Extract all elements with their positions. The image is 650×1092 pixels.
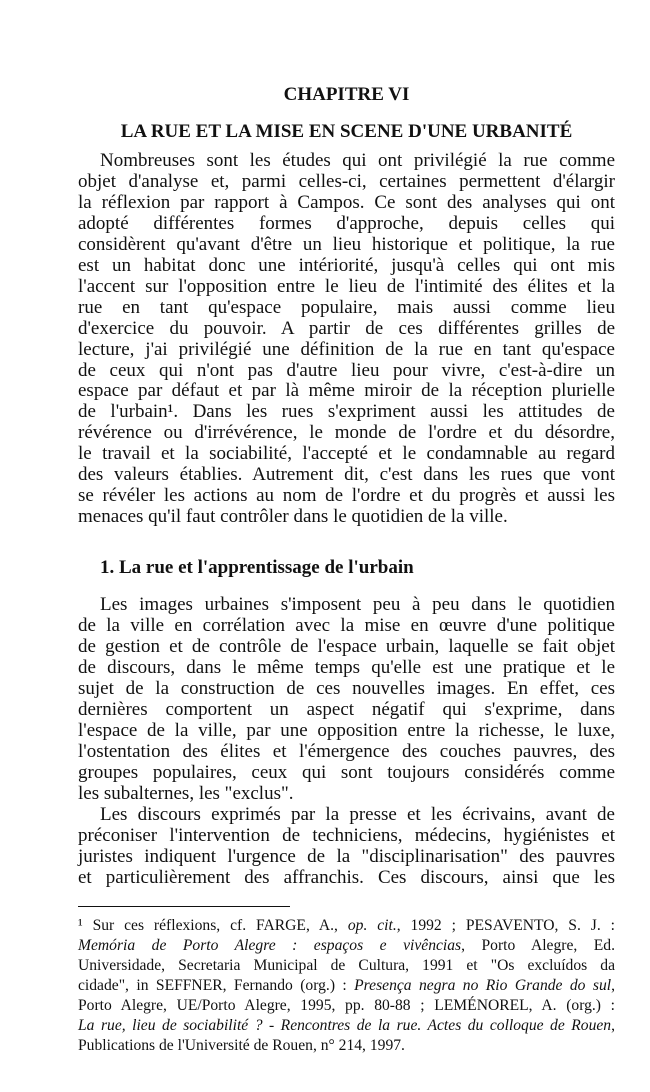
text-line: des valeurs établies. Autrement dit, c'est dans les rues que vont [78, 464, 615, 486]
text-line: groupes populaires, ceux qui sont toujours considérés comme [78, 761, 615, 783]
section-heading: 1. La rue et l'apprentissage de l'urbain [100, 557, 414, 578]
footnote-line [78, 956, 615, 976]
footnote-text: La rue, lieu de sociabilité ? - Rencontres de la rue. Actes du colloque de Rouen [78, 1017, 612, 1034]
text-line: lecture, j'ai privilégié une définition de la rue en tant qu'espace [78, 338, 615, 360]
text-line: juristes indiquent l'urgence de la "disciplinarisation" des pauvres [78, 845, 615, 867]
text-line: Les images urbaines s'imposent peu à peu dans le quotidien [100, 594, 615, 615]
footnote-divider [78, 906, 290, 907]
text-line: préconiser l'intervention de techniciens, médecins, hygiénistes et [78, 824, 615, 846]
text-line: la réflexion par rapport à Campos. Ce sont des analyses qui ont [78, 191, 615, 213]
footnote [78, 916, 615, 1056]
text-line: objet d'analyse et, parmi celles-ci, certaines permettent d'élargir [78, 170, 615, 192]
text-line: de discours, dans le même temps qu'elle est une pratique et le [78, 656, 615, 678]
footnote-text: op. cit. [347, 917, 397, 934]
text-line: les subalternes, les "exclus". [78, 782, 294, 804]
footnote-line [78, 976, 615, 996]
footnote-text: Porto Alegre, UE/Porto Alegre, 1995, pp. 80-88 ; LEMÉNOREL, A. (org.) : [78, 997, 615, 1014]
footnote-text: Publications de l'Université de Rouen, n° 214, 1997. [78, 1037, 405, 1054]
text-line: rue en tant qu'espace populaire, mais aussi comme lieu [78, 296, 615, 318]
footnote-text: Presença negra no Rio Grande do sul [354, 977, 612, 994]
footnote-text: , [611, 1017, 615, 1034]
footnote-line [78, 916, 615, 936]
text-line: espace par défaut et par là même miroir de la réception plurielle [78, 380, 615, 402]
chapter-number: CHAPITRE VI [283, 84, 410, 105]
footnote-text: , Porto Alegre, Ed. [461, 937, 615, 954]
text-line: le travail et la sociabilité, l'accepté et le condamnable au regard [78, 443, 615, 465]
text-line: adopté différentes formes d'approche, depuis celles qui [78, 212, 615, 234]
text-line: révérence ou d'irrévérence, le monde de l'ordre et du désordre, [78, 422, 615, 444]
footnote-text: Universidade, Secretaria Municipal de Cultura, 1991 et "Os excluídos da [78, 957, 615, 974]
footnote-text: Memória de Porto Alegre : espaços e vivências [78, 937, 462, 954]
footnote-text: , 1992 ; PESAVENTO, S. J. : [396, 917, 615, 934]
text-line: et particulièrement des affranchis. Ces discours, ainsi que les [78, 866, 615, 888]
text-line: l'ostentation des élites et l'émergence des couches pauvres, des [78, 740, 615, 762]
text-line: de l'urbain¹. Dans les rues s'expriment aussi les attitudes de [78, 401, 615, 423]
footnote-line [78, 1016, 615, 1036]
footnote-text: , [611, 977, 615, 994]
text-line: Les discours exprimés par la presse et les écrivains, avant de [100, 804, 615, 825]
section-paragraph [78, 595, 615, 805]
text-line: de ceux qui n'ont pas d'autre lieu pour vivre, c'est-à-dire un [78, 359, 615, 381]
text-line: menaces qu'il faut contrôler dans le quotidien de la ville. [78, 506, 508, 528]
text-line: considèrent qu'avant d'être un lieu historique et politique, la rue [78, 233, 615, 255]
text-line: d'exercice du pouvoir. A partir de ces différentes grilles de [78, 317, 615, 339]
intro-paragraph [78, 151, 615, 528]
text-line: dernières comportent un aspect négatif qui s'exprime, dans [78, 698, 615, 720]
section-paragraph [78, 805, 615, 889]
footnote-line [78, 1036, 615, 1056]
text-line: de gestion et de contrôle de l'espace urbain, laquelle se fait objet [78, 635, 615, 657]
footnote-text: ¹ Sur ces réflexions, cf. FARGE, A., [78, 917, 348, 934]
text-line: l'espace de la ville, par une opposition entre la richesse, le luxe, [78, 719, 615, 741]
footnote-text: cidade", in SEFFNER, Fernando (org.) : [78, 977, 355, 994]
text-line: sujet de la construction de ces nouvelles images. En effet, ces [78, 677, 615, 699]
footnote-line [78, 996, 615, 1016]
footnote-line [78, 936, 615, 956]
text-line: Nombreuses sont les études qui ont privilégié la rue comme [100, 150, 615, 171]
chapter-title: LA RUE ET LA MISE EN SCENE D'UNE URBANITÉ [120, 121, 573, 142]
text-line: l'accent sur l'opposition entre le lieu de l'intimité des élites et la [78, 275, 615, 297]
text-line: est un habitat donc une intériorité, jusqu'à celles qui ont mis [78, 254, 615, 276]
text-line: de la ville en corrélation avec la mise en œuvre d'une politique [78, 614, 615, 636]
text-line: se révéler les actions au nom de l'ordre et du progrès et aussi les [78, 485, 615, 507]
